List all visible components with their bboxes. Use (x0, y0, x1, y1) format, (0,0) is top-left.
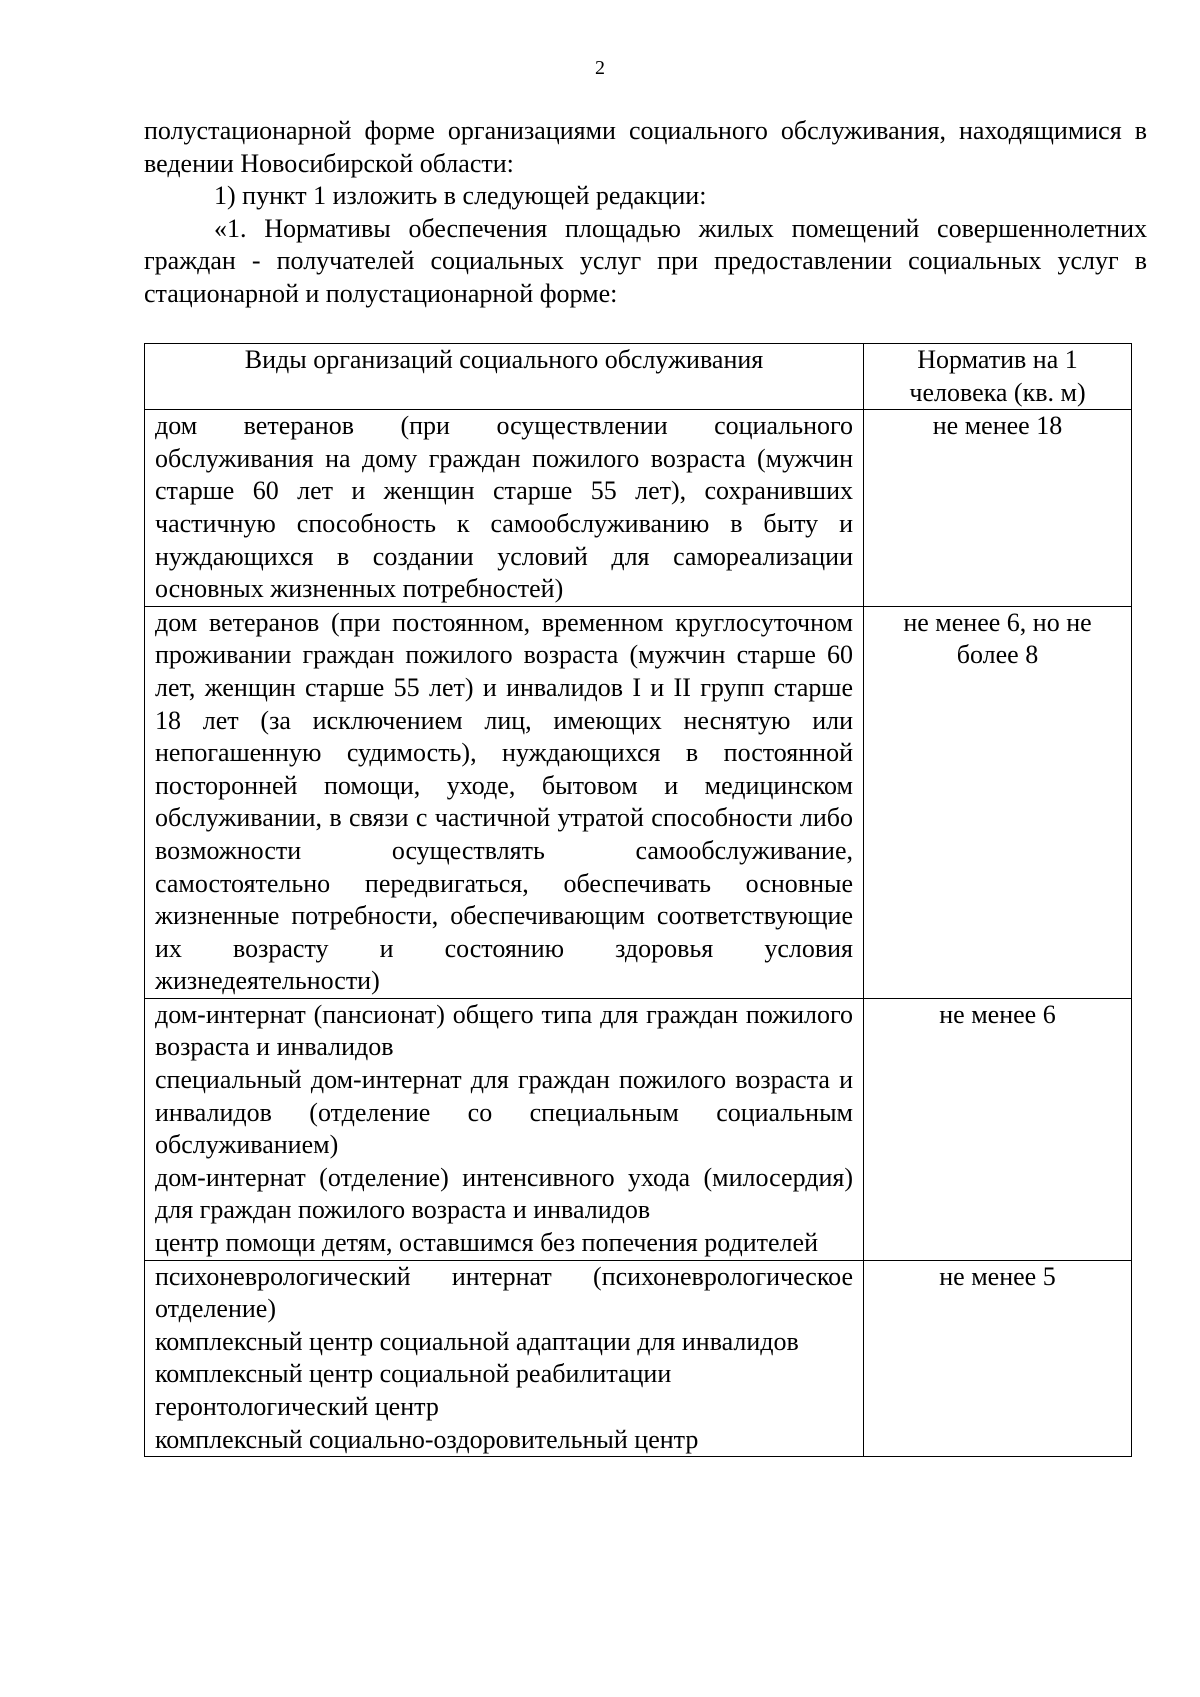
organization-kind-cell (145, 606, 864, 998)
norms-table (144, 343, 1132, 1457)
norm-cell: не менее 5 (864, 1260, 1132, 1457)
organization-kind: геронтологический центр (155, 1392, 439, 1421)
header-organization-kinds: Виды организаций социального обслуживания (145, 344, 864, 410)
intro-paragraph-amendment: 1) пункт 1 изложить в следующей редакции: (214, 181, 707, 210)
organization-kind: комплексный центр социальной адаптации для инвалидов (155, 1326, 799, 1356)
norm-cell: не менее 18 (864, 410, 1132, 607)
organization-kind: дом ветеранов (при постоянном, временном круглосуточном проживании граждан пожилого возраста (мужчин старше 60 лет, женщин старше 55 лет) и инвалидов I и II групп старше 18 лет (за исключением лиц, имеющих неснятую или непогашенную судимость), нуждающихся в постоянной посторонней помощи, уходе, бытовом и медицинском обслуживании, в связи с частичной утратой способности либо возможности осуществлять самообслуживание, самостоятельно передвигаться, обеспечивать основные жизненные потребности, обеспечивающим соответствующие их возрасту и состоянию здоровья условия жизнедеятельности) (155, 607, 853, 996)
organization-kind: психоневрологический интернат (психоневрологическое отделение) (155, 1261, 853, 1324)
organization-kind: дом-интернат (пансионат) общего типа для граждан пожилого возраста и инвалидов (155, 999, 853, 1062)
header-norm-line-2: человека (кв. м) (909, 377, 1086, 407)
table-row (145, 998, 1132, 1260)
organization-kind-cell (145, 998, 864, 1260)
intro-paragraph-continuation: полустационарной форме организациями социального обслуживания, находящимися в ведении Новосибирской области: (144, 116, 1147, 178)
norm-cell: не менее 6 (864, 998, 1132, 1260)
table-row (145, 410, 1132, 607)
header-norm-per-person (864, 344, 1132, 410)
intro-text (144, 115, 1147, 310)
organization-kind: комплексный центр социальной реабилитации (155, 1359, 672, 1389)
table-row (145, 606, 1132, 998)
table-header-row (145, 344, 1132, 410)
organization-kind: дом ветеранов (при осуществлении социального обслуживания на дому граждан пожилого возраста (мужчин старше 60 лет и женщин старше 55 лет), сохранивших частичную способность к самообслуживанию в быту и нуждающихся в создании условий для самореализации основных жизненных потребностей) (155, 411, 853, 604)
organization-kind: дом-интернат (отделение) интенсивного ухода (милосердия) для граждан пожилого возраста и инвалидов (155, 1162, 853, 1225)
intro-paragraph-norms-heading: «1. Нормативы обеспечения площадью жилых помещений совершеннолетних граждан - получателей социальных услуг при предоставлении социальных услуг в стационарной и полустационарной форме: (144, 213, 1147, 308)
organization-kind: специальный дом-интернат для граждан пожилого возраста и инвалидов (отделение со специальным социальным обслуживанием) (155, 1065, 853, 1160)
organization-kind: центр помощи детям, оставшимся без попечения родителей (155, 1228, 818, 1258)
organization-kind: комплексный социально-оздоровительный центр (155, 1424, 699, 1454)
norm-cell: не менее 6, но не более 8 (864, 606, 1132, 998)
header-norm-line-1: Норматив на 1 (917, 345, 1078, 374)
page-number: 2 (595, 57, 605, 79)
table-row (145, 1260, 1132, 1457)
organization-kind-cell (145, 1260, 864, 1457)
organization-kind-cell (145, 410, 864, 607)
